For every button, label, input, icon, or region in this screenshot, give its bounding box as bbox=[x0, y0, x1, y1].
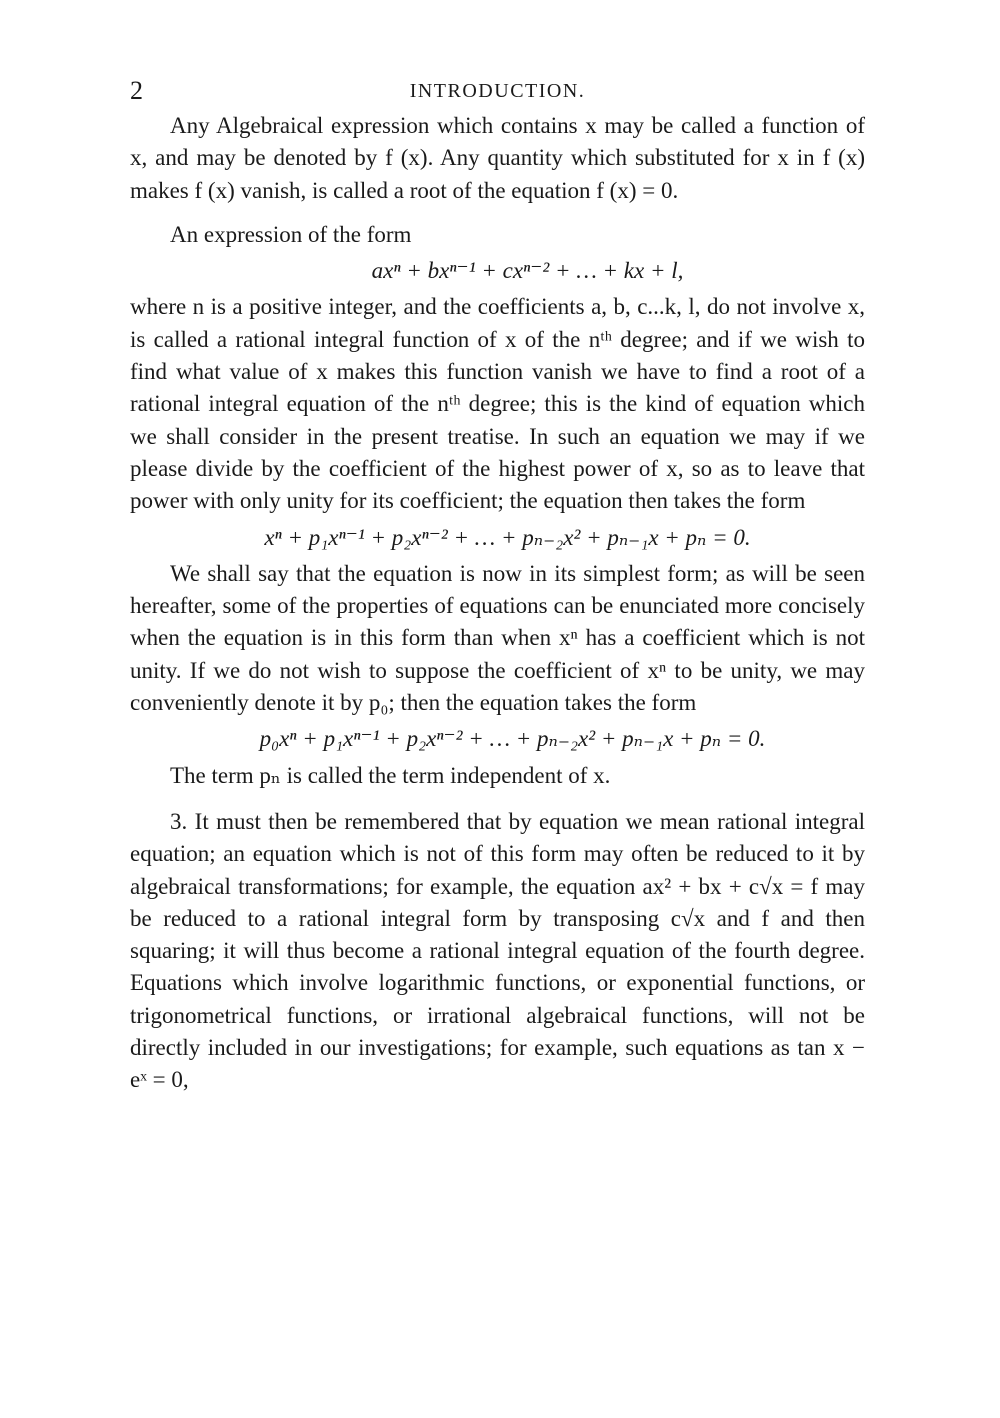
page-header bbox=[130, 76, 865, 110]
paragraph-section-3: 3. It must then be remembered that by equation we mean rational integral equation; an equation which is not of this form may often be reduced to it by algebraical transformations; for example, the equation ax² + bx + c√x = f may be reduced to a rational integral form by transposing c√x and f and then squaring; it will thus become a rational integral equation of the fourth degree. Equations which involve logarithmic functions, or exponential functions, or trigonometrical functions, or irrational algebraical functions, will not be directly included in our investigations; for example, such equations as tan x − eˣ = 0, bbox=[130, 808, 865, 1093]
paragraph-expression-intro: An expression of the form bbox=[170, 221, 412, 247]
paragraph-term-independent: The term pₙ is called the term independent of x. bbox=[170, 762, 611, 788]
page bbox=[130, 76, 865, 1097]
equation-general-form: p₀xⁿ + p₁xⁿ⁻¹ + p₂xⁿ⁻² + … + pₙ₋₂x² + pₙ₋₁x + pₙ = 0. bbox=[259, 726, 766, 752]
running-head: INTRODUCTION. bbox=[409, 80, 586, 102]
page-number: 2 bbox=[130, 76, 144, 105]
equation-general-polynomial: axⁿ + bxⁿ⁻¹ + cxⁿ⁻² + … + kx + l, bbox=[371, 258, 684, 284]
paragraph-function-definition: Any Algebraical expression which contains x may be called a function of x, and may be denoted by f (x). Any quantity which substituted for x in f (x) makes f (x) vanish, is called a root of the equation f (x) = 0. bbox=[130, 113, 865, 203]
equation-simplest-form: xⁿ + p₁xⁿ⁻¹ + p₂xⁿ⁻² + … + pₙ₋₂x² + pₙ₋₁x + pₙ = 0. bbox=[264, 524, 751, 550]
paragraph-rational-integral: where n is a positive integer, and the coefficients a, b, c...k, l, do not involve x, is called a rational integral function of x of the nᵗʰ degree; and if we wish to find what value of x makes this function vanish we have to find a root of a rational integral equation of the nᵗʰ degree; this is the kind of equation which we shall consider in the present treatise. In such an equation we may if we please divide by the coefficient of the highest power of x, so as to leave that power with only unity for its coefficient; the equation then takes the form bbox=[130, 294, 865, 514]
paragraph-simplest-form: We shall say that the equation is now in its simplest form; as will be seen hereafter, some of the properties of equations can be enunciated more concisely when the equation is in this form than when xⁿ has a coefficient which is not unity. If we do not wish to suppose the coefficient of xⁿ to be unity, we may conveniently denote it by p₀; then the equation takes the form bbox=[130, 560, 865, 716]
